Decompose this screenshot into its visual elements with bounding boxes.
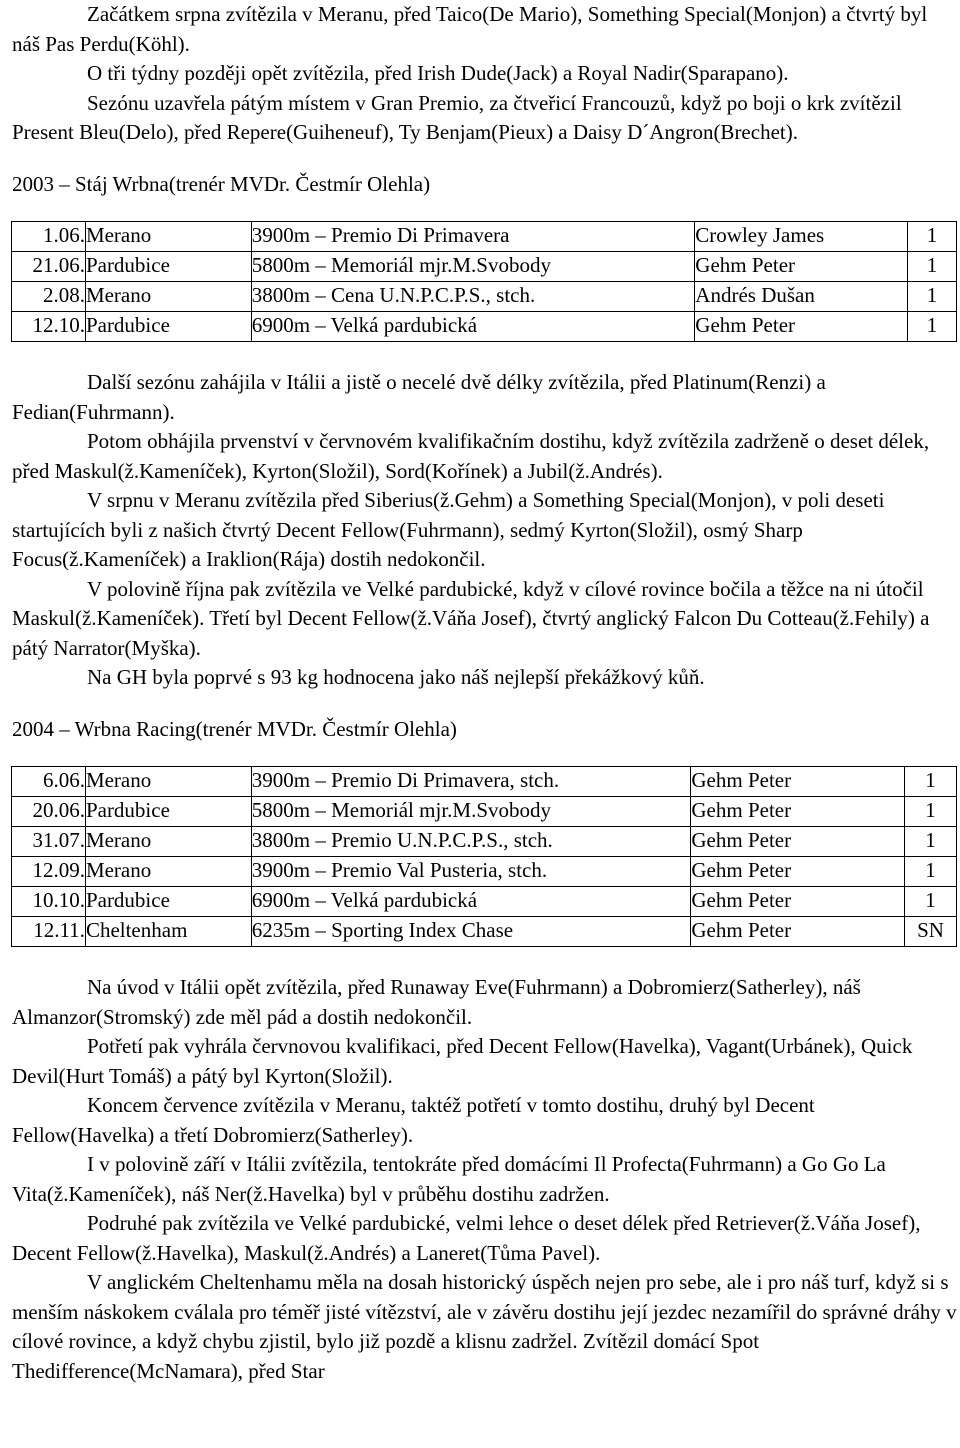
race-position: 1	[905, 797, 957, 827]
table-row	[12, 887, 957, 917]
paragraph: V anglickém Cheltenhamu měla na dosah historický úspěch nejen pro sebe, ale i pro náš turf, když si s menším náskokem cválala pro téměř jisté vítězství, ale v závěru dostihu její jezdec nezamířil do správné dráhy v cílové rovince, a když chybu zjistil, bylo již pozdě a klisnu zadržel. Zvítězil domácí Spot Thedifference(McNamara), před Star	[12, 1270, 957, 1383]
table-row	[12, 857, 957, 887]
table-row	[12, 222, 957, 252]
paragraph: V polovině října pak zvítězila ve Velké pardubické, když v cílové rovince bočila a těžce na ni útočil Maskul(ž.Kameníček). Třetí byl Decent Fellow(ž.Váňa Josef), čtvrtý anglický Falcon Du Cotteau(ž.Fehily) a pátý Narrator(Myška).	[12, 576, 930, 660]
section-2004-paragraphs	[12, 973, 960, 1386]
race-place: Merano	[85, 827, 251, 857]
race-position: 1	[905, 767, 957, 797]
paragraph: I v polovině září v Itálii zvítězila, tentokráte před domácími Il Profecta(Fuhrmann) a Go Go La Vita(ž.Kameníček), náš Ner(ž.Havelka) byl v průběhu dostihu zadržen.	[12, 1152, 886, 1206]
section-2003-paragraphs	[12, 368, 960, 693]
race-jockey: Gehm Peter	[691, 917, 905, 947]
race-place: Merano	[85, 282, 251, 312]
race-position: 1	[908, 282, 957, 312]
race-name: 3800m – Cena U.N.P.C.P.S., stch.	[251, 282, 695, 312]
table-row	[12, 917, 957, 947]
paragraph: V srpnu v Meranu zvítězila před Siberius(ž.Gehm) a Something Special(Monjon), v poli deseti startujících byli z našich čtvrtý Decent Fellow(Fuhrmann), sedmý Kyrton(Složil), osmý Sharp Focus(ž.Kameníček) a Iraklion(Rája) dostih nedokončil.	[12, 488, 885, 571]
race-name: 3800m – Premio U.N.P.C.P.S., stch.	[251, 827, 691, 857]
race-name: 6900m – Velká pardubická	[251, 887, 691, 917]
race-name: 3900m – Premio Di Primavera	[251, 222, 695, 252]
top-paragraphs	[12, 0, 960, 148]
race-place: Pardubice	[85, 797, 251, 827]
race-position: 1	[908, 312, 957, 342]
table-row	[12, 312, 957, 342]
paragraph: Potřetí pak vyhrála červnovou kvalifikaci, před Decent Fellow(Havelka), Vagant(Urbánek), Quick Devil(Hurt Tomáš) a pátý byl Kyrton(Složil).	[12, 1034, 913, 1088]
paragraph: Začátkem srpna zvítězila v Meranu, před Taico(De Mario), Something Special(Monjon) a čtvrtý byl náš Pas Perdu(Köhl).	[12, 2, 928, 56]
paragraph: Koncem července zvítězila v Meranu, taktéž potřetí v tomto dostihu, druhý byl Decent Fellow(Havelka) a třetí Dobromierz(Satherley).	[12, 1093, 815, 1147]
race-name: 3900m – Premio Di Primavera, stch.	[251, 767, 691, 797]
table-row	[12, 827, 957, 857]
race-date: 12.09.	[12, 857, 86, 887]
race-place: Merano	[85, 767, 251, 797]
table-row	[12, 767, 957, 797]
race-date: 12.10.	[12, 312, 86, 342]
race-name: 6900m – Velká pardubická	[251, 312, 695, 342]
race-jockey: Gehm Peter	[695, 252, 908, 282]
race-date: 2.08.	[12, 282, 86, 312]
race-jockey: Andrés Dušan	[695, 282, 908, 312]
race-position: 1	[905, 857, 957, 887]
paragraph: Potom obhájila prvenství v červnovém kvalifikačním dostihu, když zvítězila zadrženě o deset délek, před Maskul(ž.Kameníček), Kyrton(Složil), Sord(Kořínek) a Jubil(ž.Andrés).	[12, 429, 930, 483]
table-row	[12, 282, 957, 312]
paragraph: Podruhé pak zvítězila ve Velké pardubické, velmi lehce o deset délek před Retriever(ž.Váňa Josef), Decent Fellow(ž.Havelka), Maskul(ž.Andrés) a Laneret(Tůma Pavel).	[12, 1211, 921, 1265]
race-place: Merano	[85, 222, 251, 252]
race-place: Pardubice	[85, 252, 251, 282]
race-name: 3900m – Premio Val Pusteria, stch.	[251, 857, 691, 887]
race-place: Pardubice	[85, 887, 251, 917]
race-position: 1	[905, 887, 957, 917]
results-table-2003	[11, 221, 957, 342]
race-place: Pardubice	[85, 312, 251, 342]
table-row	[12, 797, 957, 827]
race-position: 1	[908, 222, 957, 252]
paragraph: Na GH byla poprvé s 93 kg hodnocena jako náš nejlepší překážkový kůň.	[87, 665, 705, 689]
paragraph: Na úvod v Itálii opět zvítězila, před Runaway Eve(Fuhrmann) a Dobromierz(Satherley), náš Almanzor(Stromský) zde měl pád a dostih nedokončil.	[12, 975, 861, 1029]
race-name: 5800m – Memoriál mjr.M.Svobody	[251, 252, 695, 282]
race-position: 1	[905, 827, 957, 857]
race-date: 20.06.	[12, 797, 86, 827]
race-jockey: Gehm Peter	[695, 312, 908, 342]
race-jockey: Crowley James	[695, 222, 908, 252]
race-name: 6235m – Sporting Index Chase	[251, 917, 691, 947]
section-heading-2003: 2003 – Stáj Wrbna(trenér MVDr. Čestmír Olehla)	[12, 171, 431, 196]
race-jockey: Gehm Peter	[691, 767, 905, 797]
race-jockey: Gehm Peter	[691, 887, 905, 917]
paragraph: Sezónu uzavřela pátým místem v Gran Premio, za čtveřicí Francouzů, když po boji o krk zvítězil Present Bleu(Delo), před Repere(Guiheneuf), Ty Benjam(Pieux) a Daisy D´Angron(Brechet).	[12, 90, 902, 144]
results-table-2004	[11, 766, 957, 947]
race-date: 10.10.	[12, 887, 86, 917]
paragraph: O tři týdny později opět zvítězila, před Irish Dude(Jack) a Royal Nadir(Sparapano).	[87, 61, 789, 85]
race-name: 5800m – Memoriál mjr.M.Svobody	[251, 797, 691, 827]
race-date: 21.06.	[12, 252, 86, 282]
race-position: 1	[908, 252, 957, 282]
race-jockey: Gehm Peter	[691, 797, 905, 827]
section-heading-2004: 2004 – Wrbna Racing(trenér MVDr. Čestmír Olehla)	[12, 716, 457, 741]
race-place: Merano	[85, 857, 251, 887]
paragraph: Další sezónu zahájila v Itálii a jistě o necelé dvě délky zvítězila, před Platinum(Renzi) a Fedian(Fuhrmann).	[12, 370, 826, 424]
race-position: SN	[905, 917, 957, 947]
race-date: 31.07.	[12, 827, 86, 857]
race-place: Cheltenham	[85, 917, 251, 947]
race-jockey: Gehm Peter	[691, 827, 905, 857]
race-jockey: Gehm Peter	[691, 857, 905, 887]
race-date: 6.06.	[12, 767, 86, 797]
race-date: 12.11.	[12, 917, 86, 947]
table-row	[12, 252, 957, 282]
race-date: 1.06.	[12, 222, 86, 252]
